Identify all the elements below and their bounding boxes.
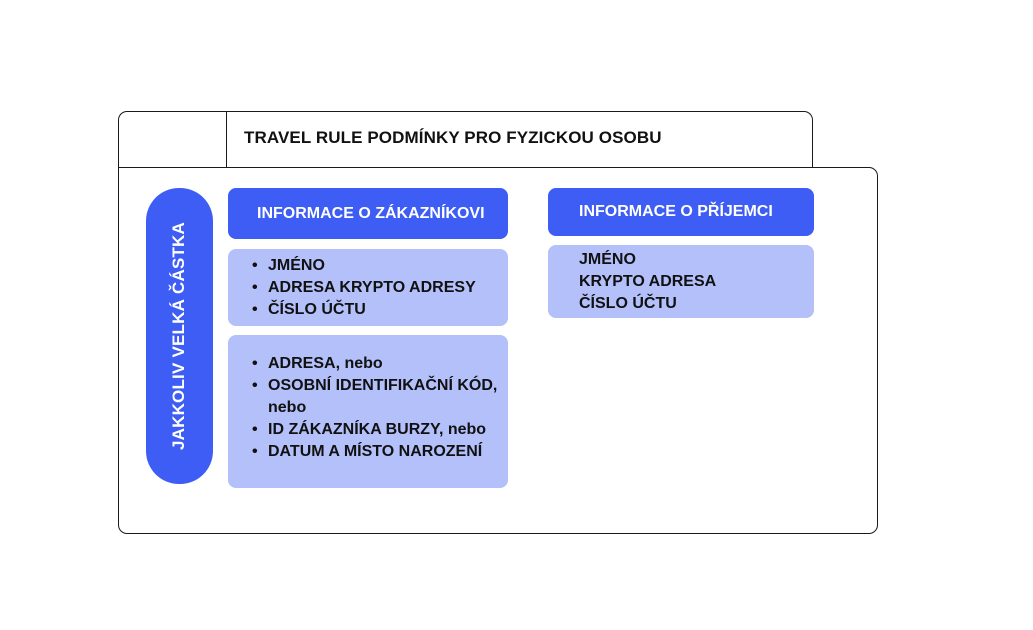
list-item [252,441,500,463]
list-item [252,375,500,419]
recipient-crypto-address-item: KRYPTO ADRESA [579,273,717,290]
bullet-icon: • [252,421,258,438]
bullet-icon: • [252,257,258,274]
page-title: TRAVEL RULE PODMÍNKY PRO FYZICKOU OSOBU [244,128,662,147]
customer-account-number-item: ČÍSLO ÚČTU [268,301,366,318]
recipient-name-item: JMÉNO [579,251,636,268]
customer-alternative-info [228,335,508,488]
customer-required-info [228,249,508,326]
list-item [252,277,498,299]
customer-name-item: JMÉNO [268,257,325,274]
amount-condition-label: JAKKOLIV VELKÁ ČÁSTKA [169,221,189,451]
bullet-icon: • [252,355,258,372]
bullet-icon: • [252,301,258,318]
list-item [252,353,500,375]
bullet-icon: • [252,443,258,460]
list-item [252,419,500,441]
recipient-account-number-item: ČÍSLO ÚČTU [579,295,677,312]
list-item [252,299,498,321]
bullet-icon: • [252,279,258,296]
recipient-info-heading: INFORMACE O PŘÍJEMCI [548,188,814,236]
customer-personal-id-item: OSOBNÍ IDENTIFIKAČNÍ KÓD, nebo [268,377,498,416]
bullet-icon: • [252,377,258,394]
customer-crypto-address-item: ADRESA KRYPTO ADRESY [268,279,476,296]
list-item [252,255,498,277]
customer-address-item: ADRESA, nebo [268,355,383,372]
customer-birth-date-place-item: DATUM A MÍSTO NAROZENÍ [268,443,483,460]
amount-condition-pill [146,188,213,484]
recipient-required-info [548,245,814,318]
customer-exchange-id-item: ID ZÁKAZNÍKA BURZY, nebo [268,421,487,438]
customer-info-heading: INFORMACE O ZÁKAZNÍKOVI [228,188,508,239]
header-divider [226,112,227,167]
